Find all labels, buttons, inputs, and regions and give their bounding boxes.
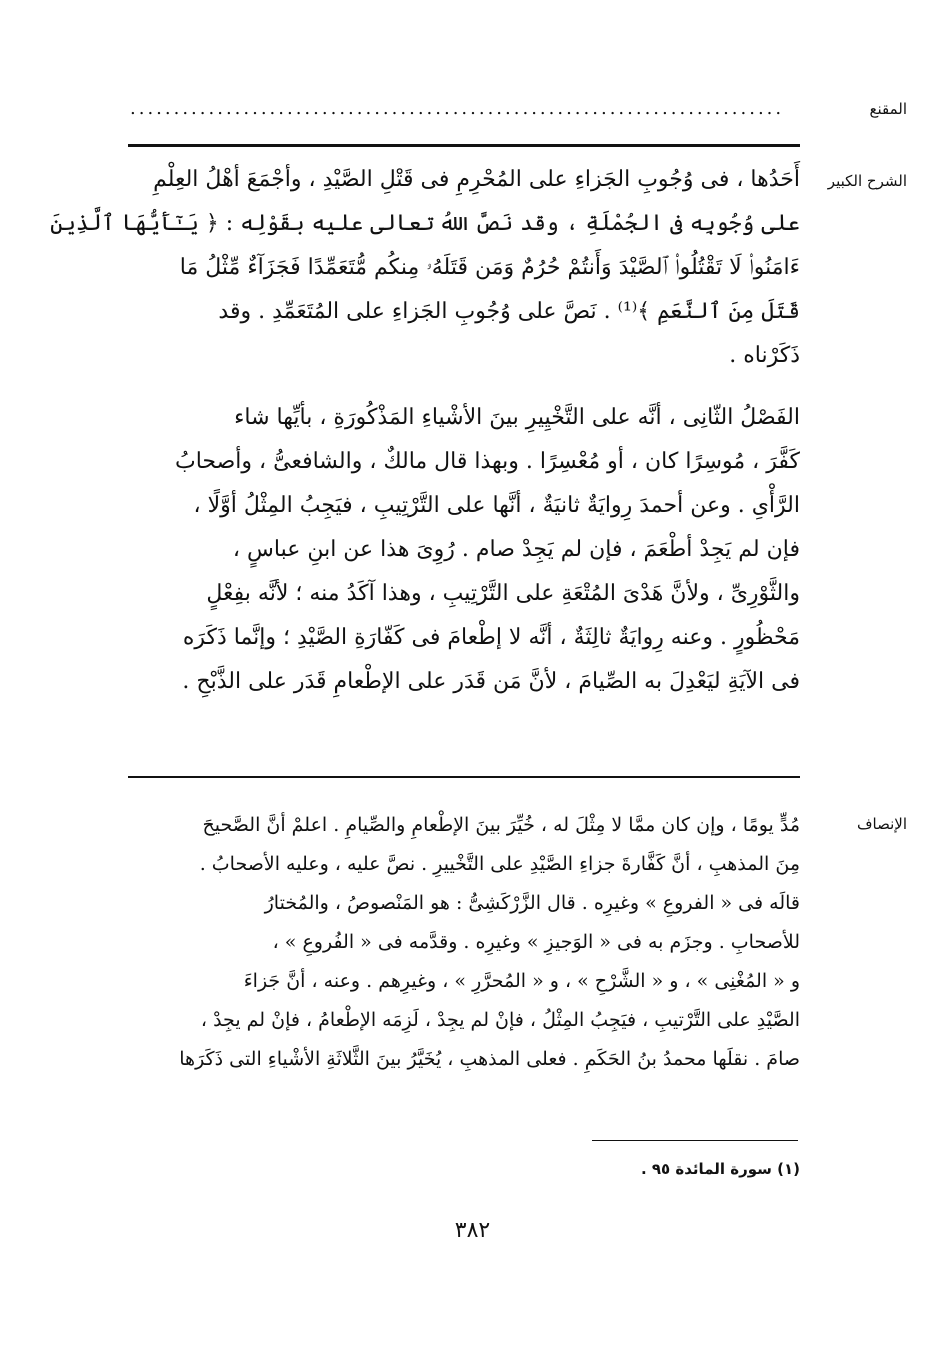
sharh-line: والثَّوْرِىِّ ، ولأنَّ هَدْىَ المُتْعَةِ على التَّرْتِيبِ ، وهذا آكَدُ منه ؛ لأنَّه بفِعْلٍ (206, 581, 800, 606)
insaf-line: قالَه فى « الفروعِ » وغيرِه . قال الزَّرْكَشِىُّ : هو المَنْصوصُ ، والمُختارُ (264, 892, 800, 914)
sharh-text-block (50, 158, 800, 704)
sharh-line: كَفَّرَ ، مُوسِرًا كان ، أو مُعْسِرًا . وبهذا قال مالكٌ ، والشافعىُّ ، وأصحابُ (175, 449, 800, 474)
sharh-line: الرَّأْىِ . وعن أحمدَ رِوايَةٌ ثانيَةٌ ، أنَّها على التَّرْتِيبِ ، فيَجِبُ المِثْلُ أوَّلًا ، (193, 493, 800, 518)
insaf-line: الصَّيْدِ على التَّرْتيبِ ، فيَجِبُ المِثْلُ ، فإنْ لم يجِدْ ، لَزِمَه الإطْعامُ ، فإنْ لم يجِدْ ، (200, 1009, 800, 1031)
sharh-line: مَحْظُورٍ . وعنه رِوايَةٌ ثالِثَةٌ ، أنَّه لا إطْعامَ فى كَفّارَةِ الصَّيْدِ ؛ وإنَّما ذَكَرَه (182, 625, 800, 650)
section-divider-rule (128, 776, 800, 778)
insaf-line: و « المُغْنِى » ، و « الشَّرْحِ » ، و « المُحرَّرِ » ، وغيرِهم . وعنه ، أنَّ جَزاءَ (243, 970, 800, 992)
sharh-line: ءَامَنُوا۟ لَا تَقْتُلُوا۟ ٱلصَّيْدَ وَأَنتُمْ حُرُمٌ وَمَن قَتَلَهُۥ مِنكُم مُّتَعَمِّدًا فَجَزَآءٌ مِّثْلُ مَا (179, 255, 800, 280)
footnote-rule (592, 1140, 798, 1141)
sharh-line: فى الآيَةِ ليَعْدِلَ به الصِّيامَ ، لأنَّ مَن قَدَر على الإطْعامِ قَدَر على الذَّبْحِ . (182, 669, 800, 694)
insaf-line: صامَ . نقلَها محمدُ بنُ الحَكَمِ . فعلى المذهبِ ، يُخَيَّرُ بينَ الثَّلاثَةِ الأشْياءِ التى ذَكَرَها (179, 1048, 800, 1070)
sharh-line: قَتَلَ مِنَ ٱلنَّعَمِ ﴾⁽¹⁾ . نَصَّ على وُجُوبِ الجَزاءِ على المُتَعَمِّدِ . وقد (218, 299, 800, 324)
header-dotted-leader: ........................................................................... (130, 98, 785, 119)
running-header-title: المقنع (869, 100, 907, 118)
page-number: ٣٨٢ (454, 1218, 491, 1243)
insaf-line: للأصحابِ . وجزَم به فى « الوَجيزِ » وغيرِه . وقدَّمه فى « الفُروعِ » ، (272, 931, 800, 953)
insaf-text-block (128, 806, 800, 1079)
sharh-line: أَحَدُها ، فى وُجُوبِ الجَزاءِ على المُحْرِمِ فى قَتْلِ الصَّيْدِ ، وأجْمَعَ أهْلُ العِلْمِ (153, 167, 800, 192)
footnote: (١) سورة المائدة ٩٥ . (640, 1160, 800, 1178)
paragraph-gap (128, 378, 800, 396)
insaf-section-label: الإنصاف (856, 815, 907, 833)
insaf-line: مُدٍّ يومًا ، وإن كان ممَّا لا مِثْلَ له ، خُيِّرَ بينَ الإطْعامِ والصِّيامِ . اعلمْ أنَّ الصَّحيحَ (202, 814, 800, 836)
sharh-line: الفَصْلُ الثّانِى ، أنَّه على التَّخْيِيرِ بينَ الأشْياءِ المَذْكُورَةِ ، بأيِّها شاء (234, 405, 800, 430)
sharh-line: ذَكَرْناه . (729, 343, 800, 368)
sharh-line: على وُجُوبِه فى الجُمْلَةِ ، وقد نَصَّ اللهُ تعالى عليه بقَوْلِه : ﴿ يَـٰٓأَيُّهَا ٱلَّذِينَ (50, 211, 800, 236)
sharh-line: فإن لم يَجِدْ أطْعَمَ ، فإن لم يَجِدْ صام . رُوِىَ هذا عن ابنِ عباسٍ ، (232, 537, 800, 562)
sharh-section-label: الشرح الكبير (827, 172, 907, 190)
header-rule (128, 144, 800, 147)
insaf-line: مِنَ المذهبِ ، أنَّ كَفَّارةَ جزاءِ الصَّيْدِ على التَّخْييرِ . نصَّ عليه ، وعليه الأصحابُ . (199, 853, 800, 875)
